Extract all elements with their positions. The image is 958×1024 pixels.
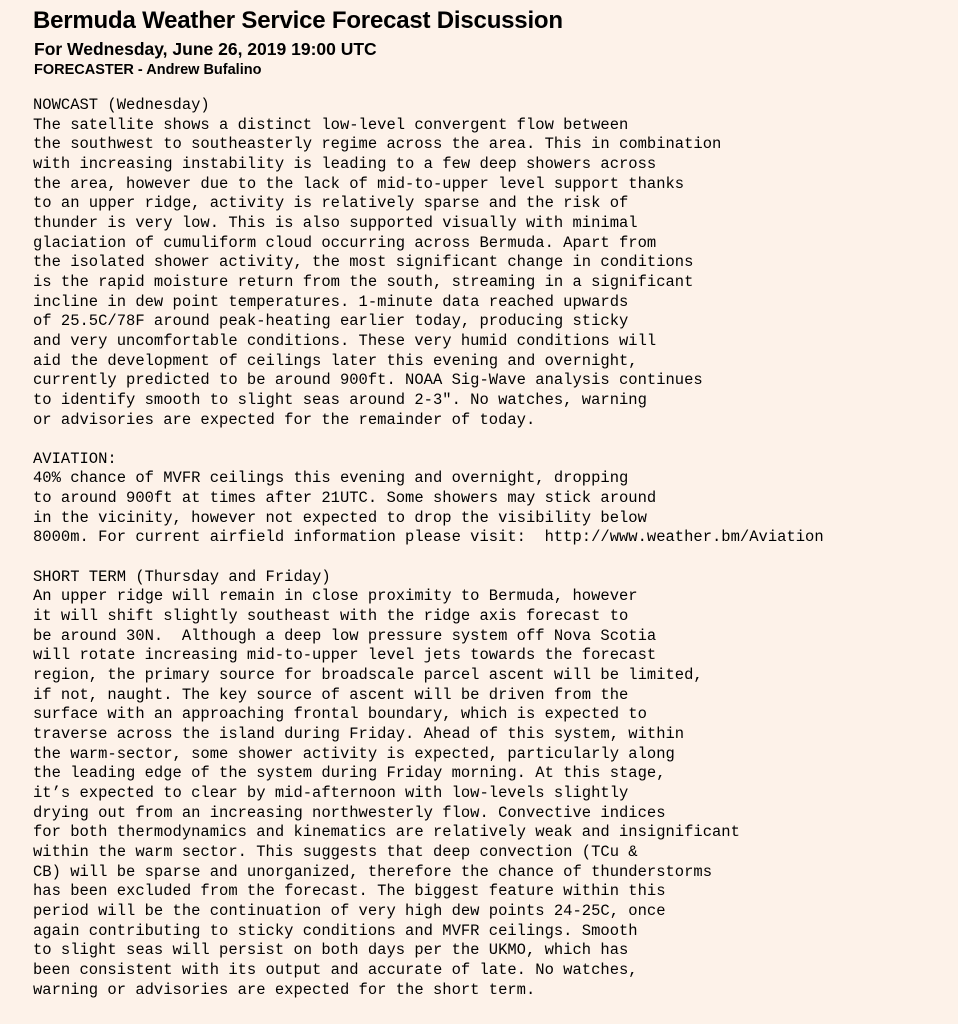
text-line: and very uncomfortable conditions. These very humid conditions will bbox=[33, 331, 657, 350]
text-line: surface with an approaching frontal boundary, which is expected to bbox=[33, 705, 647, 724]
text-line: is the rapid moisture return from the south, streaming in a significant bbox=[33, 272, 694, 291]
text-line: The satellite shows a distinct low-level convergent flow between bbox=[33, 115, 629, 134]
text-line: the area, however due to the lack of mid-to-upper level support thanks bbox=[33, 174, 685, 193]
page-title: Bermuda Weather Service Forecast Discussion bbox=[33, 7, 563, 34]
text-line: it’s expected to clear by mid-afternoon with low-levels slightly bbox=[33, 783, 629, 802]
text-line: has been excluded from the forecast. The biggest feature within this bbox=[33, 882, 666, 901]
text-line: aid the development of ceilings later this evening and overnight, bbox=[33, 351, 638, 370]
discussion-body bbox=[33, 96, 824, 1000]
forecaster-name: FORECASTER - Andrew Bufalino bbox=[34, 62, 262, 78]
text-line: 8000m. For current airfield information please visit: http://www.weather.bm/Aviation bbox=[33, 528, 824, 547]
section-heading: NOWCAST (Wednesday) bbox=[33, 96, 210, 114]
text-line: the leading edge of the system during Friday morning. At this stage, bbox=[33, 764, 666, 783]
text-line: 40% chance of MVFR ceilings this evening and overnight, dropping bbox=[33, 469, 629, 488]
text-line: or advisories are expected for the remainder of today. bbox=[33, 410, 536, 429]
text-line: will rotate increasing mid-to-upper level jets towards the forecast bbox=[33, 646, 657, 665]
text-line: for both thermodynamics and kinematics are relatively weak and insignificant bbox=[33, 823, 740, 842]
text-line: period will be the continuation of very high dew points 24-25C, once bbox=[33, 901, 666, 920]
text-line: traverse across the island during Friday. Ahead of this system, within bbox=[33, 724, 685, 743]
text-line: CB) will be sparse and unorganized, therefore the chance of thunderstorms bbox=[33, 862, 713, 881]
text-line: of 25.5C/78F around peak-heating earlier today, producing sticky bbox=[33, 312, 629, 331]
text-line: glaciation of cumuliform cloud occurring across Bermuda. Apart from bbox=[33, 233, 657, 252]
section-heading: SHORT TERM (Thursday and Friday) bbox=[33, 567, 331, 586]
text-line: to around 900ft at times after 21UTC. Some showers may stick around bbox=[33, 489, 657, 508]
text-line: currently predicted to be around 900ft. NOAA Sig-Wave analysis continues bbox=[33, 371, 703, 390]
text-line: the southwest to southeasterly regime across the area. This in combination bbox=[33, 135, 722, 154]
text-line: the isolated shower activity, the most significant change in conditions bbox=[33, 253, 694, 272]
aviation-section bbox=[33, 450, 824, 548]
text-line: be around 30N. Although a deep low pressure system off Nova Scotia bbox=[33, 626, 657, 645]
text-line: with increasing instability is leading to a few deep showers across bbox=[33, 154, 657, 173]
text-line: in the vicinity, however not expected to drop the visibility below bbox=[33, 508, 647, 527]
text-line: the warm-sector, some shower activity is expected, particularly along bbox=[33, 744, 675, 763]
text-line: been consistent with its output and accurate of late. No watches, bbox=[33, 960, 638, 979]
text-line: drying out from an increasing northwesterly flow. Convective indices bbox=[33, 803, 666, 822]
text-line: if not, naught. The key source of ascent will be driven from the bbox=[33, 685, 629, 704]
text-line: incline in dew point temperatures. 1-minute data reached upwards bbox=[33, 292, 629, 311]
section-heading: AVIATION: bbox=[33, 449, 117, 468]
text-line: within the warm sector. This suggests that deep convection (TCu & bbox=[33, 842, 638, 861]
text-line: it will shift slightly southeast with the ridge axis forecast to bbox=[33, 607, 629, 626]
text-line: region, the primary source for broadscale parcel ascent will be limited, bbox=[33, 666, 703, 684]
text-line: again contributing to sticky conditions and MVFR ceilings. Smooth bbox=[33, 921, 638, 940]
text-line: An upper ridge will remain in close proximity to Bermuda, however bbox=[33, 587, 638, 606]
text-line: to slight seas will persist on both days per the UKMO, which has bbox=[33, 941, 629, 960]
text-line: warning or advisories are expected for the short term. bbox=[33, 980, 536, 999]
text-line: to an upper ridge, activity is relatively sparse and the risk of bbox=[33, 194, 629, 213]
document-header bbox=[33, 6, 563, 80]
text-line: to identify smooth to slight seas around 2-3". No watches, warning bbox=[33, 390, 647, 409]
short-term-section bbox=[33, 568, 824, 1000]
nowcast-section bbox=[33, 96, 824, 430]
text-line: thunder is very low. This is also supported visually with minimal bbox=[33, 213, 638, 232]
forecast-date: For Wednesday, June 26, 2019 19:00 UTC bbox=[34, 39, 377, 59]
